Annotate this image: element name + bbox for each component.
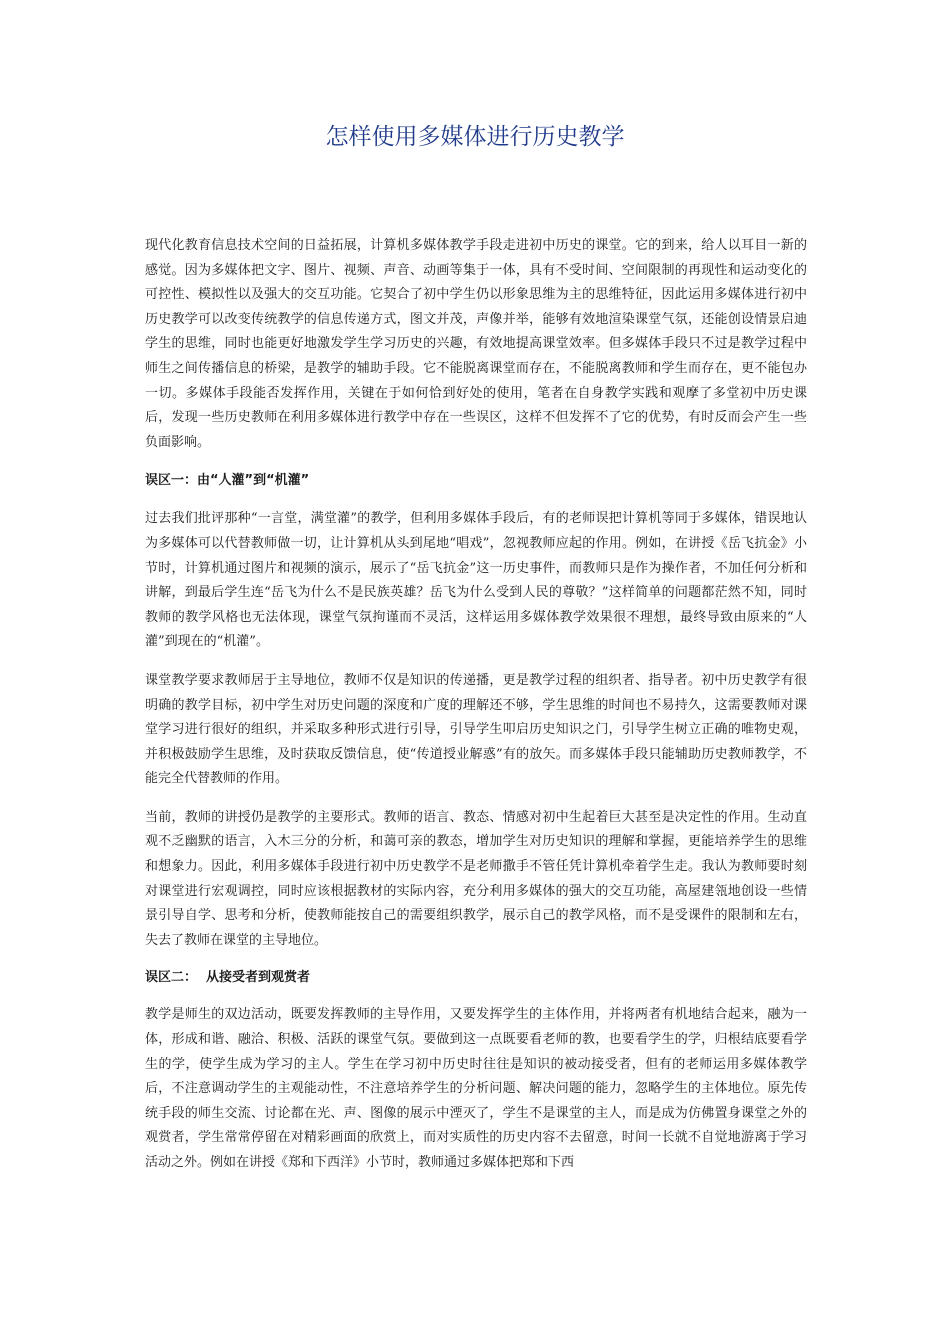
paragraph-intro: 现代化教育信息技术空间的日益拓展，计算机多媒体教学手段走进初中历史的课堂。它的到来，给人以耳目一新的感觉。因为多媒体把文字、图片、视频、声音、动画等集于一体，具有不受时间、空间限制的再现性和运动变化的可控性、模拟性以及强大的交互功能。它契合了初中学生仍以形象思维为主的思维特征，因此运用多媒体进行初中历史教学可以改变传统教学的信息传递方式，图文并茂，声像并举，能够有效地渲染课堂气氛，还能创设情景启迪学生的思维，同时也能更好地激发学生学习历史的兴趣，有效地提高课堂效率。但多媒体手段只不过是教学过程中师生之间传播信息的桥梁，是教学的辅助手段。它不能脱离课堂而存在，不能脱离教师和学生而存在，更不能包办一切。多媒体手段能否发挥作用，关键在于如何恰到好处的使用，笔者在自身教学实践和观摩了多堂初中历史课后，发现一些历史教师在利用多媒体进行教学中存在一些误区，这样不但发挥不了它的优势，有时反而会产生一些负面影响。: [145, 238, 807, 450]
paragraph: 教学是师生的双边活动，既要发挥教师的主导作用，又要发挥学生的主体作用，并将两者有机地结合起来，融为一体，形成和谐、融洽、积极、活跃的课堂气氛。要做到这一点既要看老师的教，也要看学生的学，归根结底要看学生的学，使学生成为学习的主人。学生在学习初中历史时往往是知识的被动接受者，但有的老师运用多媒体教学后，不注意调动学生的主观能动性，不注意培养学生的分析问题、解决问题的能力，忽略学生的主体地位。原先传统手段的师生交流、讨论都在光、声、图像的展示中湮灭了，学生不是课堂的主人，而是成为仿佛置身课堂之外的观赏者，学生常常停留在对精彩画面的欣赏上，而对实质性的历史内容不去留意，时间一长就不自觉地游离于学习活动之外。例如在讲授《郑和下西洋》小节时，教师通过多媒体把郑和下西: [145, 1007, 807, 1170]
section-heading-1: 误区一：由“人灌”到“机灌”: [145, 473, 310, 489]
document-body: [145, 234, 807, 1176]
paragraph: 当前，教师的讲授仍是教学的主要形式。教师的语言、教态、情感对初中生起着巨大甚至是决定性的作用。生动直观不乏幽默的语言，入木三分的分析，和蔼可亲的教态，增加学生对历史知识的理解和掌握，更能培养学生的思维和想象力。因此，利用多媒体手段进行初中历史教学不是老师撒手不管任凭计算机牵着学生走。我认为教师要时刻对课堂进行宏观调控，同时应该根据教材的实际内容，充分利用多媒体的强大的交互功能，高屋建瓴地创设一些情景引导自学、思考和分析，使教师能按自己的需要组织教学，展示自己的教学风格，而不是受课件的限制和左右，失去了教师在课堂的主导地位。: [145, 809, 807, 948]
document-title: 怎样使用多媒体进行历史教学: [325, 124, 625, 150]
section-heading-2: 误区二： 从接受者到观赏者: [145, 970, 311, 986]
paragraph: 过去我们批评那种“一言堂，满堂灌”的教学，但利用多媒体手段后，有的老师误把计算机等同于多媒体，错误地认为多媒体可以代替教师做一切，让计算机从头到尾地“唱戏”，忽视教师应起的作用。例如，在讲授《岳飞抗金》小节时，计算机通过图片和视频的演示，展示了“岳飞抗金”这一历史事件，而教师只是作为操作者，不加任何分析和讲解，到最后学生连“岳飞为什么不是民族英雄？岳飞为什么受到人民的尊敬？”这样简单的问题都茫然不知，同时教师的教学风格也无法体现，课堂气氛拘谨而不灵活，这样运用多媒体教学效果很不理想，最终导致由原来的“人灌”到现在的“机灌”。: [145, 511, 807, 650]
paragraph: 课堂教学要求教师居于主导地位，教师不仅是知识的传递播，更是教学过程的组织者、指导者。初中历史教学有很明确的教学目标，初中学生对历史问题的深度和广度的理解还不够，学生思维的时间也不易持久，这需要教师对课堂学习进行很好的组织，并采取多种形式进行引导，引导学生叩启历史知识之门，引导学生树立正确的唯物史观，并积极鼓励学生思维，及时获取反馈信息，使“传道授业解惑”有的放矢。而多媒体手段只能辅助历史教师教学，不能完全代替教师的作用。: [145, 672, 807, 787]
